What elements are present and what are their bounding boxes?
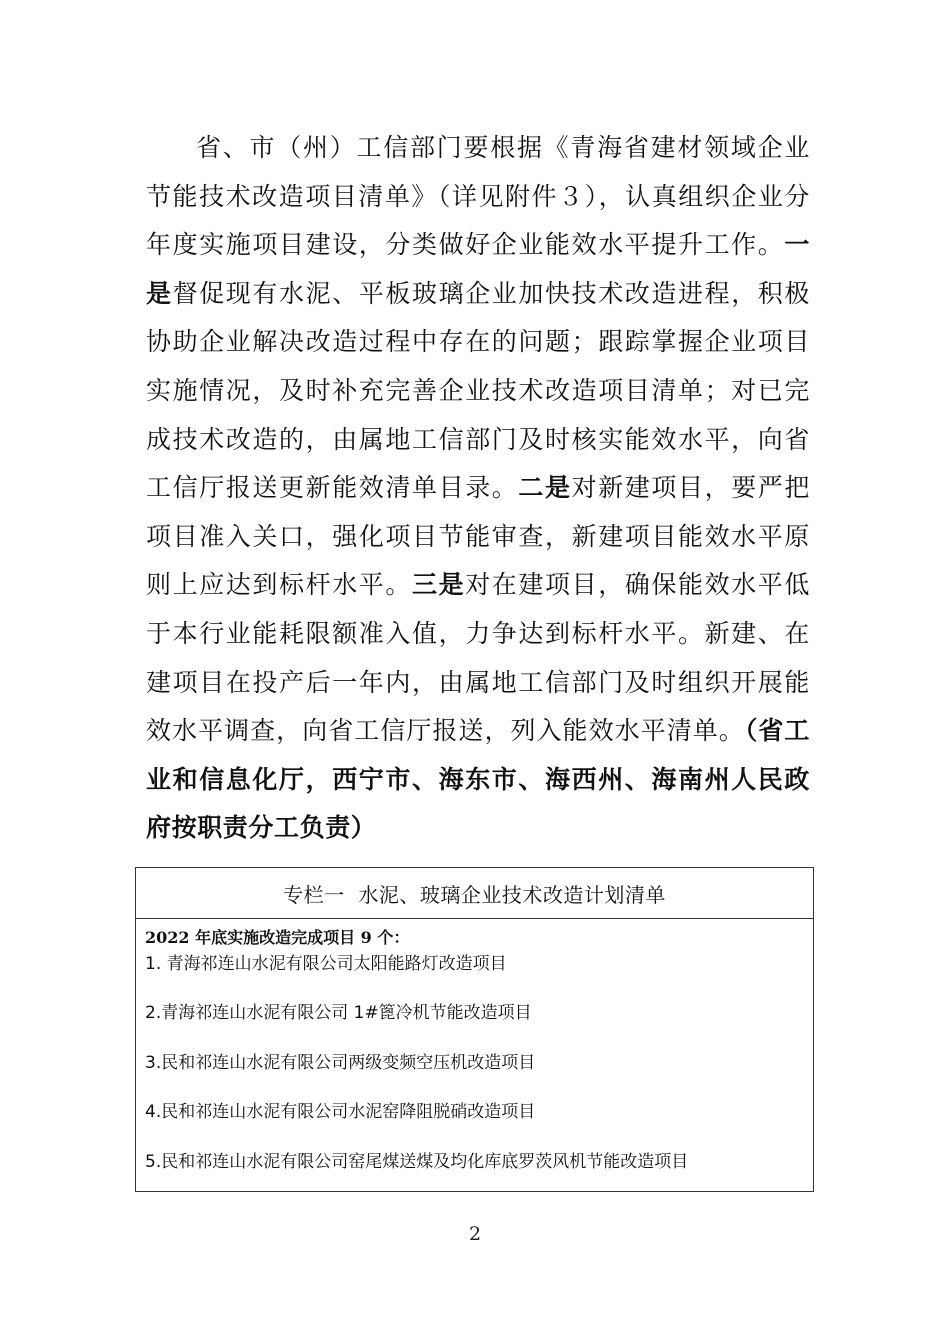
list-item: 4.民和祁连山水泥有限公司水泥窑降阻脱硝改造项目 <box>145 1102 536 1122</box>
box-title-row <box>136 868 813 919</box>
bold-marker-third: 三是 <box>412 570 466 600</box>
paragraph-text-4: 对在建项目，确保能效水平低于本行业能耗限额准入值，力争达到标杆水平。新建、在建项目在投产后一年内，由属地工信部门及时组织开展能效水平调查，向省工信厅报送，列入能效水平清单。 <box>146 570 810 746</box>
list-item: 1. 青海祁连山水泥有限公司太阳能路灯改造项目 <box>145 954 507 974</box>
responsibility-note: （省工业和信息化厅，西宁市、海东市、海西州、海南州人民政府按职责分工负责） <box>146 716 810 843</box>
project-column-box <box>135 867 814 1192</box>
list-item: 3.民和祁连山水泥有限公司两级变频空压机改造项目 <box>145 1052 536 1073</box>
paragraph-text-3: 对新建项目，要严把项目准入关口，强化项目节能审查，新建项目能效水平原则上应达到标杆水平。 <box>146 473 811 600</box>
project-list <box>136 947 813 1187</box>
body-paragraph <box>146 124 810 853</box>
box-title: 专栏一 水泥、玻璃企业技术改造计划清单 <box>283 882 666 907</box>
list-item: 5.民和祁连山水泥有限公司窑尾煤送煤及均化库底罗茨风机节能改造项目 <box>145 1151 689 1172</box>
bold-marker-first: 一是 <box>146 230 810 308</box>
bold-marker-second: 二是 <box>518 473 572 503</box>
list-item: 2.青海祁连山水泥有限公司 1#篦冷机节能改造项目 <box>145 1003 532 1023</box>
paragraph-text-2: 督促现有水泥、平板玻璃企业加快技术改造进程，积极协助企业解决改造过程中存在的问题；跟踪掌握企业项目实施情况，及时补充完善企业技术改造项目清单；对已完成技术改造的，由属地工信部门及时核实能效水平，向省工信厅报送更新能效清单目录。 <box>146 278 810 503</box>
paragraph-text-1: 省、市（州）工信部门要根据《青海省建材领域企业节能技术改造项目清单》（详见附件３），认真组织企业分年度实施项目建设，分类做好企业能效水平提升工作。 <box>146 133 810 260</box>
page-number: 2 <box>468 1223 482 1245</box>
box-subtitle: 2022 年底实施改造完成项目 9 个： <box>145 928 410 947</box>
